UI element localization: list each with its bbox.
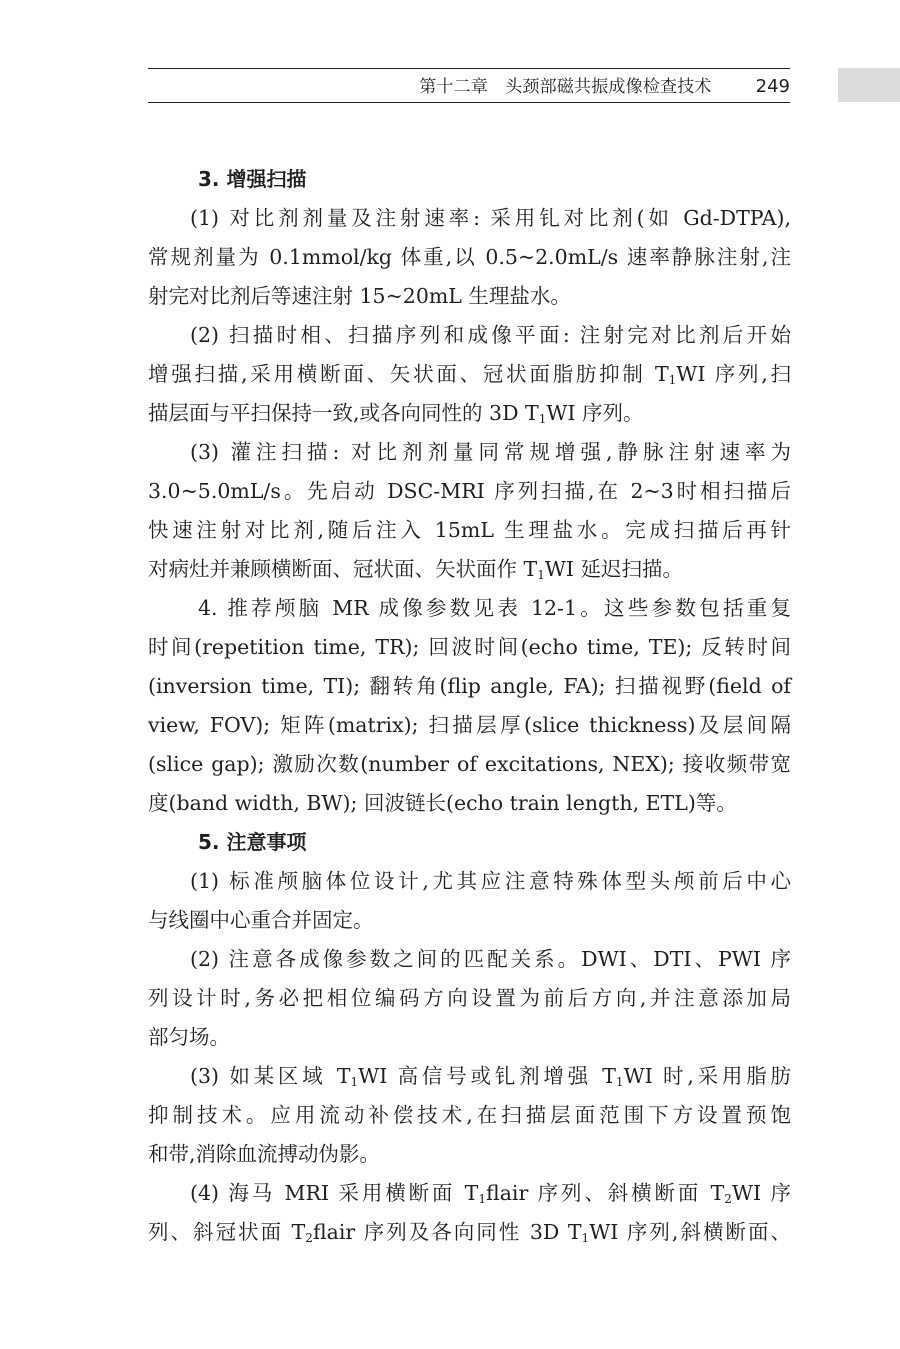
- text-line: (inversion time, TI); 翻转角(flip angle, FA); 扫描视野(field of: [148, 674, 791, 698]
- text-run: WI 序: [731, 1181, 791, 1205]
- subscript: 1: [615, 1075, 624, 1089]
- subscript: 1: [537, 568, 545, 582]
- text-line: [148, 394, 791, 433]
- text-line: [148, 1057, 791, 1096]
- text-run: 描层面与平扫保持一致,或各向同性的 3D T: [148, 401, 539, 425]
- text-line: (3) 灌注扫描: 对比剂剂量同常规增强,静脉注射速率为: [190, 440, 791, 464]
- text-line: [148, 1213, 791, 1252]
- text-run: WI 延迟扫描。: [544, 557, 684, 581]
- text-line: [148, 1174, 791, 1213]
- section-heading-precautions: 5. 注意事项: [198, 830, 307, 854]
- text-line: 3.0~5.0mL/s。先启动 DSC-MRI 序列扫描,在 2~3时相扫描后: [148, 479, 791, 503]
- text-line: [148, 550, 791, 589]
- text-line: [148, 355, 791, 394]
- text-line: (slice gap); 激励次数(number of excitations, NEX); 接收频带宽: [148, 752, 791, 776]
- page-body: [148, 160, 791, 1252]
- text-run: WI 时,采用脂肪: [623, 1064, 792, 1088]
- text-run: 增强扫描,采用横断面、矢状面、冠状面脂肪抑制 T: [148, 362, 669, 386]
- text-run: (3) 如某区域 T: [190, 1064, 351, 1088]
- text-run: WI 序列,扫: [676, 362, 791, 386]
- text-run: flair 序列及各向同性 3D T: [312, 1220, 582, 1244]
- subscript: 2: [724, 1192, 732, 1206]
- text-line: 时间(repetition time, TR); 回波时间(echo time, TE); 反转时间: [148, 635, 791, 659]
- text-line: (2) 扫描时相、扫描序列和成像平面: 注射完对比剂后开始: [190, 323, 791, 347]
- section-heading-enhanced-scan: 3. 增强扫描: [198, 167, 307, 191]
- text-line: 常规剂量为 0.1mmol/kg 体重,以 0.5~2.0mL/s 速率静脉注射,注: [148, 245, 791, 269]
- text-run: WI 高信号或钆剂增强 T: [358, 1064, 616, 1088]
- text-line: (1) 标准颅脑体位设计,尤其应注意特殊体型头颅前后中心: [190, 869, 791, 893]
- subscript: 1: [478, 1192, 487, 1206]
- text-run: WI 序列,斜横断面、: [589, 1220, 792, 1244]
- subscript: 2: [305, 1231, 313, 1245]
- text-line: (1) 对比剂剂量及注射速率: 采用钆对比剂(如 Gd-DTPA),: [190, 206, 791, 230]
- page-number: 249: [755, 76, 790, 97]
- subscript: 1: [538, 412, 547, 426]
- header-rule-bottom: [148, 102, 790, 103]
- subscript: 1: [581, 1231, 590, 1245]
- subscript: 1: [668, 373, 677, 387]
- text-line: 度(band width, BW); 回波链长(echo train length, ETL)等。: [148, 791, 737, 815]
- text-line: 抑制技术。应用流动补偿技术,在扫描层面范围下方设置预饱: [148, 1103, 791, 1127]
- text-line: (2) 注意各成像参数之间的匹配关系。DWI、DTI、PWI 序: [190, 947, 791, 971]
- text-run: WI 序列。: [546, 401, 644, 425]
- chapter-title: 第十二章 头颈部磁共振成像检查技术: [419, 77, 712, 97]
- text-line: 与线圈中心重合并固定。: [148, 908, 374, 932]
- text-line: 快速注射对比剂,随后注入 15mL 生理盐水。完成扫描后再针: [148, 518, 791, 542]
- running-header: [148, 74, 790, 100]
- text-line: 和带,消除血流搏动伪影。: [148, 1142, 381, 1166]
- subscript: 1: [350, 1075, 359, 1089]
- text-line: view, FOV); 矩阵(matrix); 扫描层厚(slice thickness)及层间隔: [148, 713, 791, 737]
- text-run: 对病灶并兼顾横断面、冠状面、矢状面作 T: [148, 557, 538, 581]
- text-line: 4. 推荐颅脑 MR 成像参数见表 12-1。这些参数包括重复: [198, 596, 791, 620]
- text-run: (4) 海马 MRI 采用横断面 T: [190, 1181, 479, 1205]
- text-run: 列、斜冠状面 T: [148, 1220, 306, 1244]
- text-line: 部匀场。: [148, 1025, 230, 1049]
- text-line: 列设计时,务必把相位编码方向设置为前后方向,并注意添加局: [148, 986, 791, 1010]
- page-edge-tab: [838, 68, 900, 102]
- text-line: 射完对比剂后等速注射 15~20mL 生理盐水。: [148, 284, 571, 308]
- text-run: flair 序列、斜横断面 T: [486, 1181, 725, 1205]
- header-rule-top: [148, 68, 790, 69]
